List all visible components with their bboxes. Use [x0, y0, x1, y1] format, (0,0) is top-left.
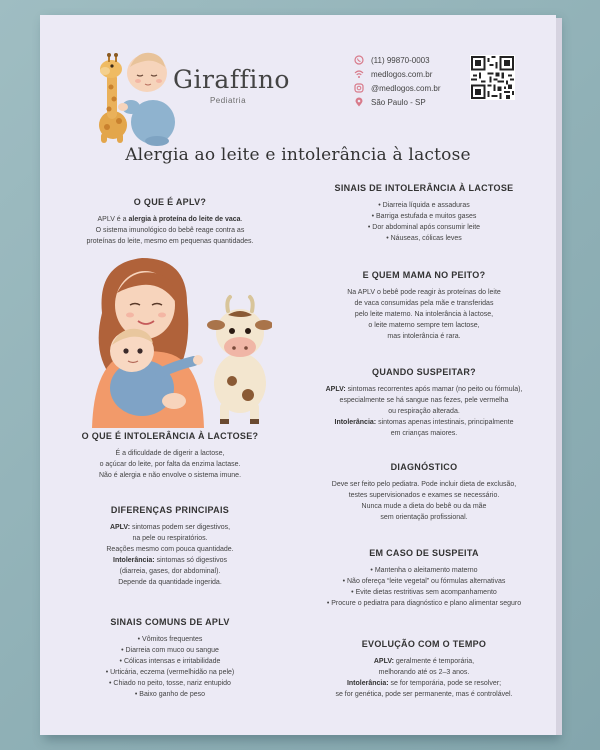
- list-item: • Mantenha o aleitamento materno: [370, 567, 478, 574]
- contact-website-text: medlogos.com.br: [371, 69, 433, 79]
- text-line: o leite materno sempre tem lactose,: [368, 322, 480, 329]
- text-line: É a dificuldade de digerir a lactose,: [115, 450, 225, 457]
- list-item: • Diarreia líquida e assaduras: [378, 202, 470, 209]
- wifi-icon: [354, 69, 364, 79]
- contact-instagram[interactable]: [354, 81, 440, 95]
- baby-giraffe-logo: [85, 37, 185, 147]
- contact-location: [354, 95, 440, 109]
- section-if-suspected: [302, 548, 546, 609]
- text-span: geralmente é temporária,: [393, 658, 475, 665]
- text-span: se for temporária, pode se resolver;: [388, 680, 502, 687]
- text-span: sintomas podem ser digestivos,: [130, 524, 231, 531]
- list-item: • Não ofereça “leite vegetal” ou fórmulas alternativas: [342, 578, 506, 585]
- section-heading: SINAIS DE INTOLERÂNCIA À LACTOSE: [334, 183, 514, 193]
- text-line: ou respiração alterada.: [388, 408, 460, 415]
- text-line: Não é alergia e não envolve o sistema imune.: [98, 472, 242, 479]
- section-text: [302, 384, 546, 439]
- section-heading: E QUEM MAMA NO PEITO?: [362, 270, 486, 280]
- brand: [173, 65, 290, 105]
- text-line: em crianças maiores.: [390, 430, 458, 437]
- list-item: • Procure o pediatra para diagnóstico e plano alimentar seguro: [326, 600, 522, 607]
- text-line: proteínas do leite, mesmo em pequenas quantidades.: [86, 238, 254, 245]
- section-lactose-signs: [302, 183, 546, 244]
- text-span: .: [240, 216, 243, 223]
- poster-edge: [556, 18, 562, 735]
- text-line: melhorando até os 2–3 anos.: [378, 669, 470, 676]
- list-item: • Baixo ganho de peso: [134, 691, 206, 698]
- section-evolution: [302, 639, 546, 700]
- list-item: • Náuseas, cólicas leves: [386, 235, 462, 242]
- section-heading: QUANDO SUSPEITAR?: [372, 367, 476, 377]
- list-item: • Vômitos frequentes: [137, 636, 203, 643]
- section-main-differences: [55, 505, 285, 588]
- instagram-icon: [354, 83, 364, 93]
- section-text: [55, 448, 285, 481]
- section-heading: EM CASO DE SUSPEITA: [369, 548, 479, 558]
- text-bold: APLV:: [373, 658, 394, 665]
- text-line: especialmente se há sangue nas fezes, pele vermelha: [339, 397, 509, 404]
- text-line: O sistema imunológico do bebê reage contra as: [95, 227, 245, 234]
- section-text: [302, 479, 546, 523]
- contact-list: [354, 53, 440, 109]
- text-line: de vaca consumidas pela mãe e transferidas: [354, 300, 494, 307]
- text-bold: APLV:: [109, 524, 131, 531]
- contact-website[interactable]: [354, 67, 440, 81]
- text-line: (diarreia, gases, dor abdominal).: [119, 568, 221, 575]
- text-line: testes supervisionados e exames se necessário.: [348, 492, 500, 499]
- text-bold: alergia à proteína do leite de vaca: [128, 216, 241, 223]
- text-line: se for genética, pode ser permanente, mas é controlável.: [335, 691, 513, 698]
- section-aplv-signs: [55, 617, 285, 700]
- brand-name: Giraffino: [173, 65, 290, 94]
- text-line: pelo leite materno. Na intolerância à lactose,: [354, 311, 494, 318]
- section-what-is-aplv: [55, 197, 285, 247]
- text-line: mas intolerância é rara.: [387, 333, 461, 340]
- text-line: Na APLV o bebê pode reagir às proteínas do leite: [347, 289, 501, 296]
- list-item: • Chiado no peito, tosse, nariz entupido: [109, 680, 231, 687]
- mother-baby-cow-illustration: [82, 253, 272, 428]
- list-item: • Urticária, eczema (vermelhidão na pele): [105, 669, 235, 676]
- text-bold: APLV:: [325, 386, 346, 393]
- contact-phone: [354, 53, 440, 67]
- text-span: sintomas apenas intestinais, principalmente: [376, 419, 514, 426]
- section-when-to-suspect: [302, 367, 546, 439]
- list-item: • Diarreia com muco ou sangue: [121, 647, 219, 654]
- text-line: Nunca mude a dieta do bebê ou da mãe: [361, 503, 487, 510]
- text-span: sintomas só digestivos: [154, 557, 227, 564]
- section-list: [302, 200, 546, 244]
- text-line: Depende da quantidade ingerida.: [118, 579, 222, 586]
- contact-phone-text: (11) 99870-0003: [371, 55, 430, 65]
- list-item: • Evite dietas restritivas sem acompanhamento: [351, 589, 497, 596]
- text-span: APLV é a: [97, 216, 129, 223]
- location-pin-icon: [354, 97, 364, 107]
- text-bold: Intolerância:: [334, 419, 377, 426]
- page-title: Alergia ao leite e intolerância à lactose: [125, 145, 471, 165]
- text-line: sem orientação profissional.: [380, 514, 468, 521]
- section-text: [302, 287, 546, 342]
- text-bold: Intolerância:: [346, 680, 389, 687]
- list-item: • Cólicas intensas e irritabilidade: [119, 658, 221, 665]
- section-list: [55, 634, 285, 700]
- poster: [40, 15, 556, 735]
- whatsapp-icon: [354, 55, 364, 65]
- section-breastfeeding: [302, 270, 546, 342]
- section-text: [55, 214, 285, 247]
- list-item: • Dor abdominal após consumir leite: [367, 224, 481, 231]
- section-diagnosis: [302, 462, 546, 523]
- contact-location-text: São Paulo - SP: [371, 97, 426, 107]
- qr-code[interactable]: [470, 55, 515, 100]
- text-line: Reações mesmo com pouca quantidade.: [106, 546, 234, 553]
- text-span: sintomas recorrentes após mamar (no peito ou fórmula),: [345, 386, 523, 393]
- text-line: Deve ser feito pelo pediatra. Pode incluir dieta de exclusão,: [331, 481, 517, 488]
- section-heading: DIFERENÇAS PRINCIPAIS: [110, 505, 230, 515]
- section-what-is-intolerance: [55, 431, 285, 481]
- text-line: na pele ou respiratórios.: [132, 535, 208, 542]
- text-line: o açúcar do leite, por falta da enzima lactase.: [99, 461, 241, 468]
- section-text: [55, 522, 285, 588]
- section-heading: EVOLUÇÃO COM O TEMPO: [361, 639, 487, 649]
- section-heading: O QUE É INTOLERÂNCIA À LACTOSE?: [81, 431, 259, 441]
- section-heading: DIAGNÓSTICO: [390, 462, 458, 472]
- contact-instagram-text: @medlogos.com.br: [371, 83, 441, 93]
- section-text: [302, 656, 546, 700]
- list-item: • Barriga estufada e muitos gases: [371, 213, 477, 220]
- section-heading: O QUE É APLV?: [133, 197, 207, 207]
- section-heading: SINAIS COMUNS DE APLV: [110, 617, 230, 627]
- section-list: [302, 565, 546, 609]
- text-bold: Intolerância:: [113, 557, 155, 564]
- brand-subtitle: Pediatria: [209, 96, 247, 105]
